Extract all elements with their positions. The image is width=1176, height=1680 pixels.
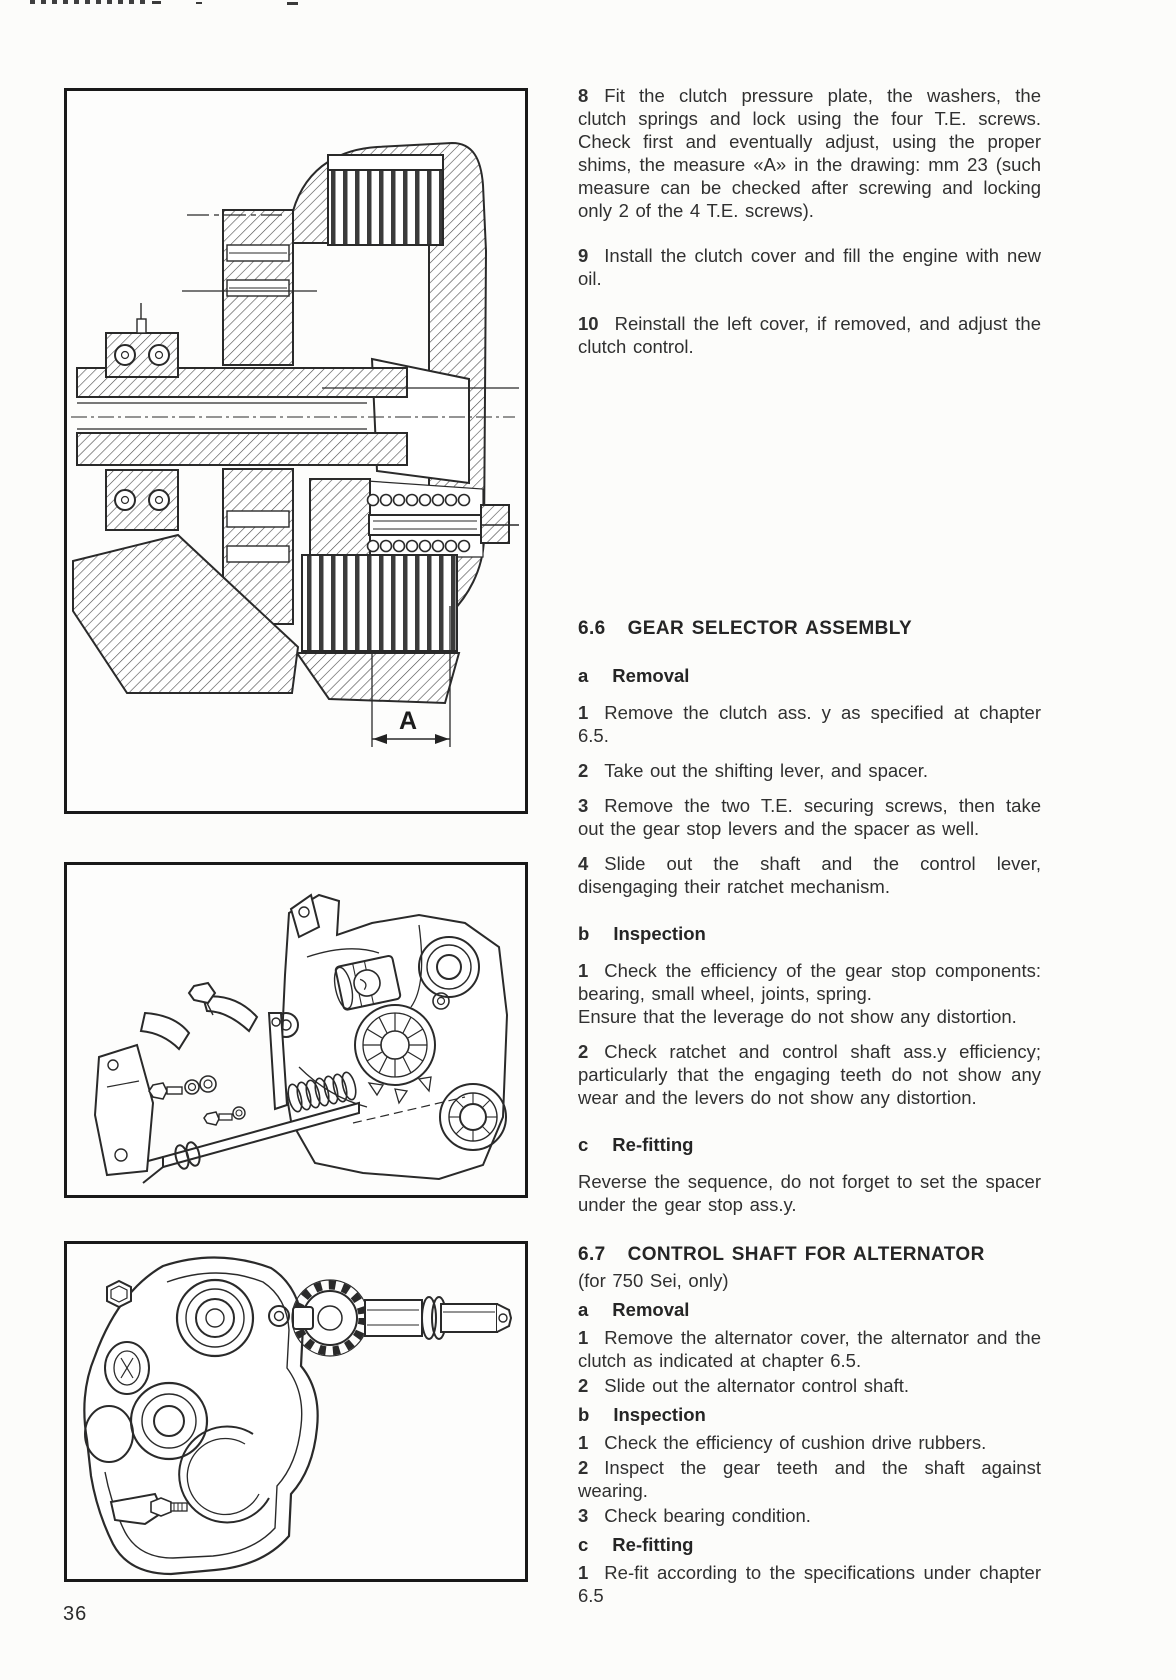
bolt-head bbox=[189, 983, 215, 1003]
figure-gear-selector-exploded bbox=[64, 862, 528, 1198]
step-text: Install the clutch cover and fill the engine with new oil. bbox=[578, 245, 1041, 289]
list-item: 2 Slide out the alternator control shaft. bbox=[578, 1375, 909, 1396]
scan-artifact bbox=[30, 0, 148, 4]
list-item: 1 Remove the clutch ass. y as specified at chapter 6.5. bbox=[578, 702, 1041, 746]
alternator-shaft-drawing bbox=[67, 1244, 525, 1579]
list-item: 1 Check the efficiency of cushion drive rubbers. bbox=[578, 1432, 987, 1453]
pressure-plate-section bbox=[310, 479, 370, 563]
list-item: 1 Remove the alternator cover, the alternator and the clutch as indicated at chapter 6.5. bbox=[578, 1327, 1041, 1371]
list-item: 1 Check the efficiency of the gear stop components: bearing, small wheel, joints, spring. Ensure that the leverage do not show any distortion. bbox=[578, 960, 1041, 1027]
step-paragraph bbox=[578, 312, 1041, 358]
clutch-pushrod bbox=[369, 515, 481, 535]
subsection-heading-inspection: b Inspection bbox=[578, 923, 706, 944]
list-item: 4 Slide out the shaft and the control lever, disengaging their ratchet mechanism. bbox=[578, 853, 1041, 897]
screw bbox=[204, 1112, 219, 1125]
list-item: 3 Remove the two T.E. securing screws, then take out the gear stop levers and the spacer as well. bbox=[578, 795, 1041, 839]
subsection-heading-removal: a Removal bbox=[578, 1299, 690, 1320]
step-paragraph bbox=[578, 244, 1041, 290]
ratchet-pawl bbox=[141, 1013, 189, 1049]
clutch-refit-steps bbox=[578, 84, 1041, 380]
figure-clutch-cross-section bbox=[64, 88, 528, 814]
page-number: 36 bbox=[63, 1603, 88, 1625]
control-shaft-gear bbox=[292, 1280, 368, 1356]
figure-alternator-control-shaft bbox=[64, 1241, 528, 1582]
dimension-arrow-left bbox=[373, 734, 387, 744]
list-item: 2 Inspect the gear teeth and the shaft against wearing. bbox=[578, 1457, 1041, 1501]
washer bbox=[200, 1076, 216, 1092]
step-number: 8 bbox=[578, 85, 589, 106]
section-heading bbox=[578, 1243, 1041, 1266]
step-number: 9 bbox=[578, 245, 589, 266]
refitting-text: Reverse the sequence, do not forget to set the spacer under the gear stop ass.y. bbox=[578, 1171, 1041, 1215]
scan-artifact bbox=[196, 2, 202, 4]
list-item: 1 Re-fit according to the specifications under chapter 6.5 bbox=[578, 1562, 1041, 1606]
section-title: CONTROL SHAFT FOR ALTERNATOR bbox=[627, 1244, 985, 1265]
section-heading bbox=[578, 617, 1041, 640]
gear-selector-drawing bbox=[67, 865, 525, 1195]
clutch-plate-stack-top bbox=[328, 170, 443, 245]
list-item: 2 Take out the shifting lever, and spacer. bbox=[578, 760, 928, 781]
gearbox-shaft-lower-wall bbox=[77, 433, 407, 465]
clutch-cross-section-drawing bbox=[67, 91, 525, 811]
step-number: 10 bbox=[578, 313, 599, 334]
dimension-a-label: A bbox=[398, 707, 418, 735]
step-text: Fit the clutch pressure plate, the washers, the clutch springs and lock using the four T.E. screws. Check first and eventually adjust, using the proper shims, the measure «A» in the drawing: mm 23 (such measure can be checked after screwing and locking only 2 of the 4 T.E. screws). bbox=[578, 85, 1041, 221]
subsection-heading-removal: a Removal bbox=[578, 665, 690, 686]
subsection-heading-refitting: c Re-fitting bbox=[578, 1534, 694, 1555]
dimension-arrow-right bbox=[435, 734, 449, 744]
list-item: 2 Check ratchet and control shaft ass.y efficiency; particularly that the engaging teeth do not show any wear and the levers do not show any distortion. bbox=[578, 1041, 1041, 1108]
section-number: 6.6 bbox=[578, 618, 606, 639]
section-6-6 bbox=[578, 617, 1041, 1228]
spring-retainer-block bbox=[481, 505, 509, 543]
section-title: GEAR SELECTOR ASSEMBLY bbox=[627, 618, 913, 639]
nut bbox=[185, 1080, 199, 1094]
section-6-7 bbox=[578, 1243, 1041, 1609]
list-item: 3 Check bearing condition. bbox=[578, 1505, 811, 1526]
scan-artifact bbox=[287, 2, 298, 5]
section-number: 6.7 bbox=[578, 1244, 606, 1265]
scan-artifact bbox=[152, 1, 161, 4]
section-subtitle: (for 750 Sei, only) bbox=[578, 1270, 729, 1291]
step-text: Reinstall the left cover, if removed, and adjust the clutch control. bbox=[578, 313, 1041, 357]
clutch-plate-stack-top bbox=[328, 155, 443, 170]
selector-plate bbox=[95, 1045, 153, 1175]
housing-bottom-section bbox=[297, 653, 459, 703]
washer bbox=[233, 1107, 245, 1119]
subsection-heading-refitting: c Re-fitting bbox=[578, 1134, 694, 1155]
subsection-heading-inspection: b Inspection bbox=[578, 1404, 706, 1425]
hex-screw bbox=[151, 1498, 171, 1516]
list-item-continuation: Ensure that the leverage do not show any distortion. bbox=[578, 1006, 1017, 1027]
step-paragraph bbox=[578, 84, 1041, 222]
clutch-plate-stack-bottom bbox=[302, 555, 457, 651]
gear-stop-lever bbox=[203, 996, 257, 1031]
control-shaft bbox=[365, 1297, 511, 1339]
